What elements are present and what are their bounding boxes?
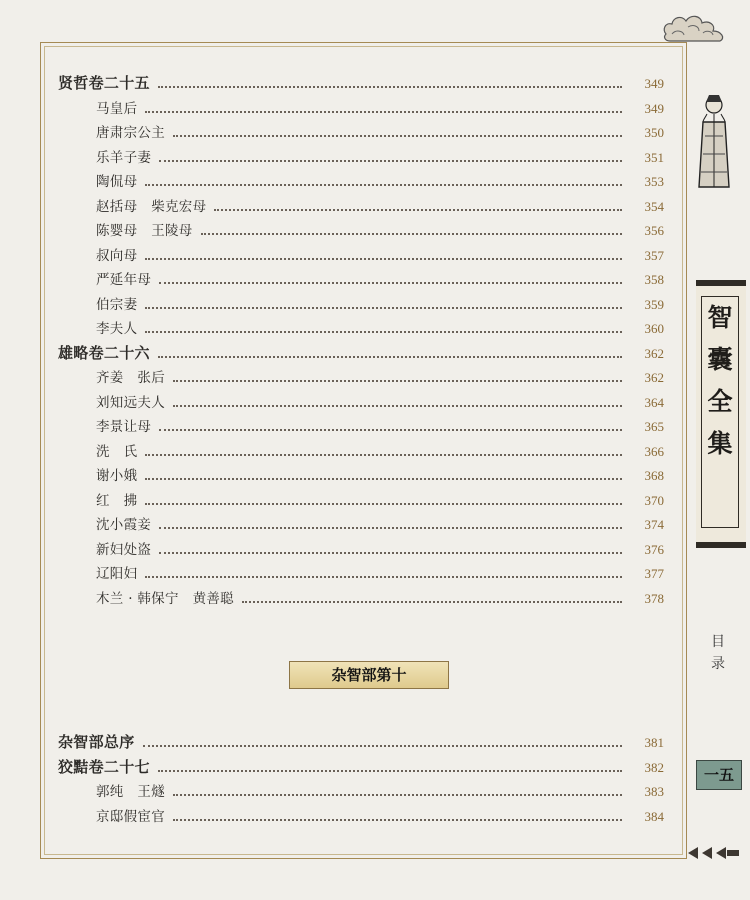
toc-leader: [242, 600, 622, 603]
toc-entry-page: 370: [644, 492, 664, 508]
toc-entry-page: 376: [644, 541, 664, 557]
toc-entry[interactable]: [58, 489, 664, 514]
book-title-panel: [696, 280, 746, 548]
toc-entry[interactable]: [58, 317, 664, 342]
triple-arrow-icon: [686, 846, 742, 860]
toc-entry-title: 刘知远夫人: [96, 394, 165, 411]
toc-entry[interactable]: [58, 342, 664, 367]
toc-entry-title: 李夫人: [96, 321, 138, 337]
toc-entry-title: 马皇后: [96, 100, 138, 117]
toc-leader: [173, 793, 622, 796]
toc-entry[interactable]: [58, 513, 664, 538]
toc-entry[interactable]: [58, 587, 664, 612]
toc-entry-page: 354: [644, 198, 664, 214]
toc-entry-page: 362: [644, 345, 664, 361]
toc-leader: [145, 330, 622, 333]
toc-entry[interactable]: [58, 293, 664, 318]
toc-entry-page: 351: [644, 149, 664, 165]
toc-entry-title: 新妇处盗: [96, 541, 152, 558]
toc-leader: [145, 306, 622, 309]
toc-entry-title: 谢小娥: [96, 468, 138, 484]
toc-entry-page: 378: [644, 590, 664, 606]
toc-entry[interactable]: [58, 805, 664, 830]
toc-entry[interactable]: [58, 72, 664, 97]
toc-entry-title: 赵括母 柴克宏母: [96, 198, 207, 215]
toc-leader: [158, 85, 622, 88]
toc-leader: [158, 355, 622, 358]
toc-leader: [145, 110, 622, 113]
book-title-char: 全: [707, 387, 733, 416]
toc-entry-page: 358: [644, 272, 664, 287]
toc-entry-title: 陈婴母 王陵母: [96, 223, 193, 239]
toc-entry-title: 齐姜 张后: [96, 370, 165, 386]
toc-entry[interactable]: [58, 415, 664, 440]
toc-leader: [143, 744, 622, 747]
book-title-char: 集: [707, 429, 733, 458]
toc-entry[interactable]: [58, 219, 664, 244]
toc-entry[interactable]: [58, 121, 664, 146]
toc-entry[interactable]: [58, 244, 664, 269]
toc-entry-page: 349: [644, 100, 664, 116]
section-label: [710, 633, 726, 677]
toc-leader: [159, 159, 622, 162]
toc-entry[interactable]: [58, 731, 664, 756]
toc-leader: [173, 404, 622, 407]
toc-entry-title: 叔向母: [96, 247, 138, 264]
toc-leader: [214, 208, 622, 211]
book-title-char: 智: [707, 303, 733, 332]
toc-entry-page: 349: [644, 76, 664, 91]
toc-entry[interactable]: [58, 538, 664, 563]
toc-leader: [145, 502, 622, 505]
toc-leader: [173, 134, 622, 137]
scholar-portrait-icon: [693, 92, 735, 194]
book-title-char: 囊: [707, 345, 733, 374]
section-banner: 杂智部第十: [289, 661, 449, 689]
toc-entry-page: 382: [644, 759, 664, 775]
toc-leader: [145, 575, 622, 578]
section-label-char: 目: [711, 634, 725, 650]
toc-entry-page: 360: [644, 321, 664, 336]
toc-entry-page: 368: [644, 468, 664, 483]
toc-leader: [145, 477, 622, 480]
page-number: 一五: [696, 760, 742, 790]
toc-leader: [159, 281, 622, 284]
cloud-ornament-icon: [660, 10, 730, 44]
toc-leader: [159, 428, 622, 431]
toc-entry-title: 严延年母: [96, 272, 152, 288]
toc-entry-title: 贤哲卷二十五: [58, 74, 150, 92]
toc-entry-title: 红 拂: [96, 492, 138, 509]
toc-entry-title: 沈小霞妾: [96, 517, 152, 533]
table-of-contents: [58, 72, 668, 611]
toc-entry-title: 陶侃母: [96, 174, 138, 190]
toc-leader: [173, 379, 622, 382]
toc-entry[interactable]: [58, 268, 664, 293]
toc-entry[interactable]: [58, 146, 664, 171]
table-of-contents-continued: [58, 731, 668, 829]
toc-entry-page: 377: [644, 566, 664, 581]
toc-entry-page: 374: [644, 517, 664, 532]
toc-entry-page: 357: [644, 247, 664, 263]
toc-entry[interactable]: [58, 780, 664, 805]
toc-entry[interactable]: [58, 756, 664, 781]
toc-entry-page: 362: [644, 370, 664, 385]
toc-entry-page: 359: [644, 296, 664, 312]
toc-leader: [159, 526, 622, 529]
toc-entry-title: 伯宗妻: [96, 296, 138, 313]
toc-entry-title: 李景让母: [96, 419, 152, 435]
toc-entry-page: 383: [644, 784, 664, 799]
toc-entry-page: 353: [644, 174, 664, 189]
toc-entry-title: 唐肃宗公主: [96, 125, 165, 141]
toc-entry-page: 364: [644, 394, 664, 410]
toc-entry-title: 洗 氏: [96, 443, 138, 460]
toc-entry[interactable]: [58, 195, 664, 220]
toc-entry-page: 365: [644, 419, 664, 434]
toc-entry-page: 384: [644, 808, 664, 824]
toc-leader: [145, 453, 622, 456]
toc-entry-page: 381: [644, 735, 664, 750]
toc-leader: [145, 183, 622, 186]
toc-entry[interactable]: [58, 562, 664, 587]
toc-entry-page: 350: [644, 125, 664, 140]
toc-leader: [145, 257, 622, 260]
toc-entry[interactable]: [58, 391, 664, 416]
toc-entry-page: 366: [644, 443, 664, 459]
toc-entry-title: 木兰 · 韩保宁 黄善聪: [96, 590, 234, 607]
toc-entry-title: 乐羊子妻: [96, 149, 152, 166]
toc-entry-title: 雄略卷二十六: [58, 343, 150, 362]
toc-entry[interactable]: [58, 97, 664, 122]
toc-entry[interactable]: [58, 170, 664, 195]
toc-leader: [201, 232, 622, 235]
toc-entry-title: 京邸假宦官: [96, 808, 165, 825]
toc-entry[interactable]: [58, 366, 664, 391]
toc-leader: [159, 551, 622, 554]
toc-entry-title: 辽阳妇: [96, 566, 138, 582]
toc-leader: [173, 818, 622, 821]
toc-leader: [158, 769, 622, 772]
toc-entry-title: 杂智部总序: [58, 733, 135, 751]
section-label-char: 录: [711, 656, 725, 672]
book-title-frame: [701, 296, 739, 528]
toc-entry[interactable]: [58, 464, 664, 489]
toc-entry-page: 356: [644, 223, 664, 238]
toc-entry-title: 狡黠卷二十七: [58, 757, 150, 776]
toc-entry-title: 郭纯 王燧: [96, 784, 165, 800]
toc-entry[interactable]: [58, 440, 664, 465]
